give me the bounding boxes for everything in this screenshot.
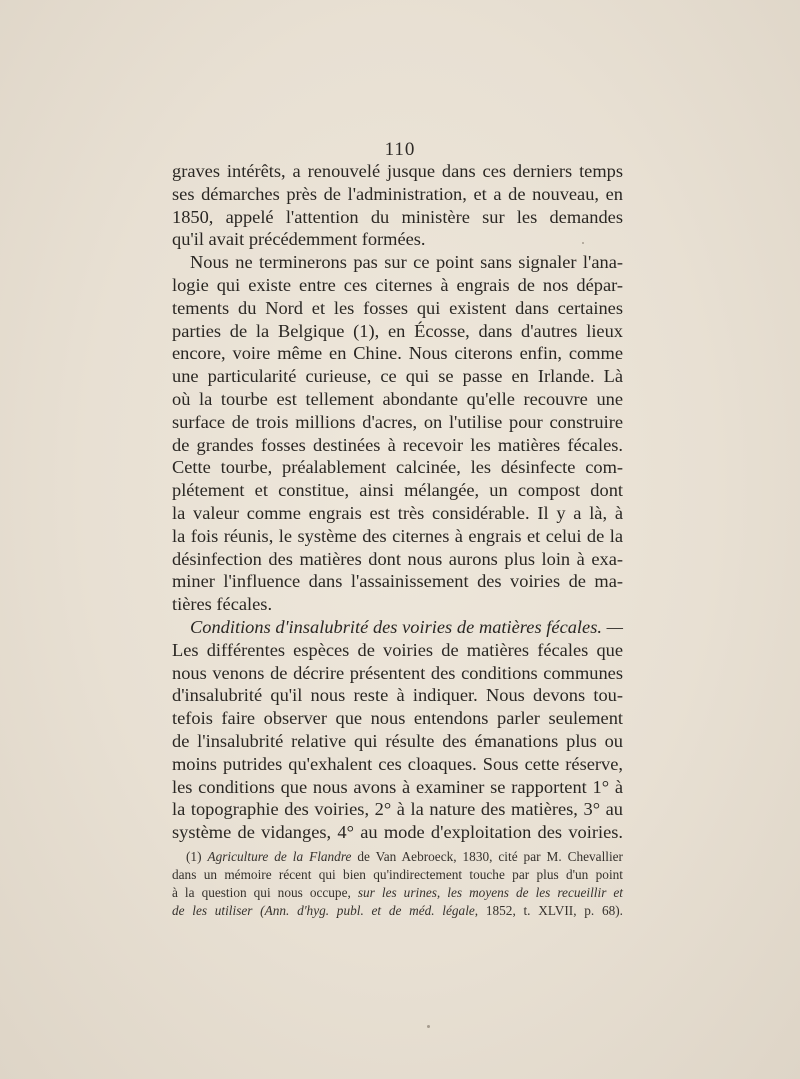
paper-speck — [427, 1025, 430, 1028]
text-line: 1850, appelé l'attention du ministère sur les demandes — [172, 206, 623, 227]
footnote-line — [172, 884, 623, 902]
text-line: la fois réunis, le système des citernes à engrais et celui de la — [172, 525, 623, 546]
section-heading-line: Conditions d'insalubrité des voiries de matières fécales. — — [190, 616, 623, 637]
text-line: tements du Nord et les fosses qui existent dans certaines — [172, 297, 623, 318]
text-line: nous venons de décrire présentent des conditions communes — [172, 662, 623, 683]
text-line: une particularité curieuse, ce qui se passe en Irlande. Là — [172, 366, 623, 387]
text-line: la topographie des voiries, 2° à la nature des matières, 3° au — [172, 799, 623, 820]
footnote-text: à la question qui nous occupe, — [172, 885, 358, 900]
footnote-marker: (1) — [186, 849, 202, 864]
text-line: graves intérêts, a renouvelé jusque dans ces derniers temps — [172, 161, 623, 181]
text-line: qu'il avait précédemment formées. — [172, 229, 426, 250]
text-line: miner l'influence dans l'assainissement des voiries de ma- — [172, 571, 623, 592]
text-line: où la tourbe est tellement abondante qu'elle recouvre une — [172, 388, 623, 409]
text-line: encore, voire même en Chine. Nous citerons enfin, comme — [172, 343, 623, 364]
text-line: tières fécales. — [172, 594, 273, 615]
footnote-text: de Van Aebroeck, 1830, cité par M. Chevallier — [351, 849, 623, 864]
text-line: ses démarches près de l'administration, et a de nouveau, en — [172, 183, 623, 204]
paper-speck — [582, 242, 584, 244]
footnote-line: dans un mémoire récent qui bien qu'indirectement touche par plus d'un point — [172, 867, 623, 882]
footnote-line — [172, 902, 623, 920]
body-text — [172, 160, 623, 844]
footnote — [172, 848, 623, 920]
text-line: tefois faire observer que nous entendons parler seulement — [172, 708, 623, 729]
paragraph-start-line: Nous ne terminerons pas sur ce point sans signaler l'ana- — [190, 252, 623, 273]
text-line: surface de trois millions d'acres, on l'utilise pour construire — [172, 411, 623, 432]
text-line: parties de la Belgique (1), en Écosse, dans d'autres lieux — [172, 320, 623, 341]
text-line: logie qui existe entre ces citernes à engrais de nos dépar- — [172, 274, 623, 295]
footnote-title: sur les urines, les moyens de les recueillir et — [357, 885, 623, 900]
text-line: de grandes fosses destinées à recevoir les matières fécales. — [172, 434, 623, 455]
footnote-text: , 1852, t. XLVII, p. 68). — [474, 903, 623, 918]
text-line: d'insalubrité qu'il nous reste à indiquer. Nous devons tou- — [172, 685, 623, 706]
text-line: les conditions que nous avons à examiner se rapportent 1° à — [172, 776, 623, 797]
text-line: Cette tourbe, préalablement calcinée, les désinfecte com- — [172, 457, 623, 478]
text-line: système de vidanges, 4° au mode d'exploitation des voiries. — [172, 822, 623, 843]
footnote-title: Agriculture de la Flandre — [207, 849, 352, 864]
footnote-line — [172, 848, 623, 866]
text-line: de l'insalubrité relative qui résulte des émanations plus ou — [172, 730, 623, 751]
text-line: désinfection des matières dont nous aurons plus loin à exa- — [172, 548, 623, 569]
page-number: 110 — [384, 139, 416, 160]
footnote-title: de les utiliser (Ann. d'hyg. publ. et de méd. légale — [172, 903, 475, 918]
text-line: la valeur comme engrais est très considérable. Il y a là, à — [172, 502, 623, 523]
text-line: moins putrides qu'exhalent ces cloaques. Sous cette réserve, — [172, 753, 623, 774]
text-line: Les différentes espèces de voiries de matières fécales que — [172, 639, 623, 660]
text-line: plétement et constitue, ainsi mélangée, un compost dont — [172, 480, 623, 501]
